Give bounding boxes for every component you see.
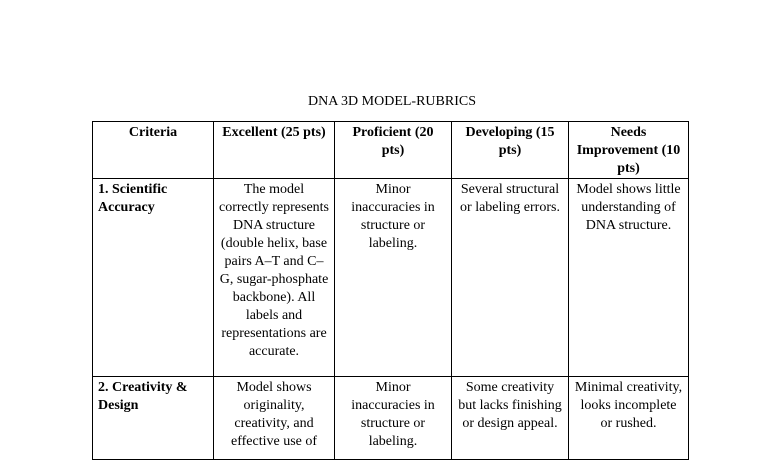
rubric-table bbox=[92, 121, 689, 460]
excellent-cell: The model correctly represents DNA structure (double helix, base pairs A–T and C–G, sugar-phosphate backbone). All labels and representations are accurate. bbox=[214, 179, 335, 377]
criterion-cell: 1. Scientific Accuracy bbox=[93, 179, 214, 377]
developing-cell: Some creativity but lacks finishing or design appeal. bbox=[452, 377, 569, 460]
column-header-developing: Developing (15 pts) bbox=[452, 122, 569, 179]
table-row bbox=[93, 179, 689, 377]
proficient-cell: Minor inaccuracies in structure or labeling. bbox=[335, 377, 452, 460]
page-title: DNA 3D MODEL-RUBRICS bbox=[307, 94, 476, 109]
column-header-needs-improvement: Needs Improvement (10 pts) bbox=[569, 122, 689, 179]
needs-improvement-cell: Minimal creativity, looks incomplete or rushed. bbox=[569, 377, 689, 460]
developing-cell: Several structural or labeling errors. bbox=[452, 179, 569, 377]
table-row bbox=[93, 377, 689, 460]
column-header-proficient: Proficient (20 pts) bbox=[335, 122, 452, 179]
needs-improvement-cell: Model shows little understanding of DNA structure. bbox=[569, 179, 689, 377]
column-header-excellent: Excellent (25 pts) bbox=[214, 122, 335, 179]
excellent-cell: Model shows originality, creativity, and effective use of bbox=[214, 377, 335, 460]
table-header-row bbox=[93, 122, 689, 179]
column-header-criteria: Criteria bbox=[93, 122, 214, 179]
criterion-cell: 2. Creativity & Design bbox=[93, 377, 214, 460]
proficient-cell: Minor inaccuracies in structure or labeling. bbox=[335, 179, 452, 377]
